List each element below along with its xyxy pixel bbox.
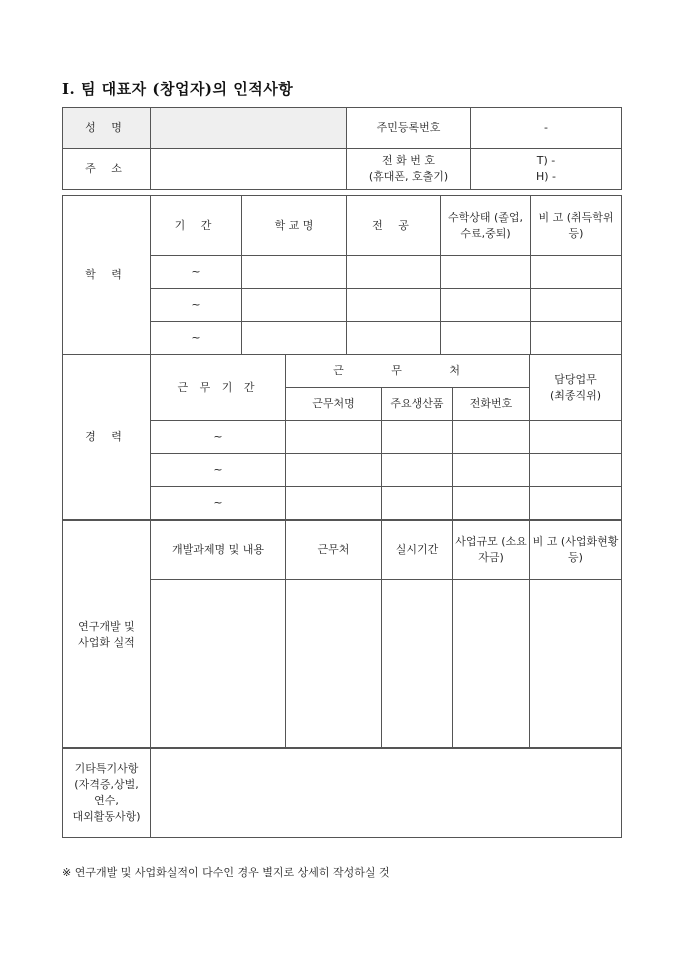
etc-label-line-4: 대외활동사항): [72, 809, 141, 823]
rnd-label-line-1: 연구개발 및: [78, 619, 135, 633]
phone-t: T) -: [536, 154, 556, 167]
edu-header-status: 수학상태 (졸업,수료,중퇴): [441, 196, 531, 256]
etc-field[interactable]: [151, 748, 622, 838]
edu-cell[interactable]: [441, 256, 531, 289]
career-cell[interactable]: [453, 487, 530, 520]
career-cell[interactable]: [453, 421, 530, 454]
etc-label: [63, 748, 151, 838]
career-label: 경 력: [63, 355, 151, 520]
career-cell[interactable]: [382, 487, 453, 520]
phone-label-line-1: 전 화 번 호: [382, 154, 435, 167]
edu-cell[interactable]: [347, 289, 441, 322]
edu-cell[interactable]: [441, 322, 531, 355]
rnd-label: [63, 521, 151, 749]
edu-cell[interactable]: [242, 256, 347, 289]
address-field[interactable]: [151, 149, 347, 190]
edu-cell[interactable]: [242, 322, 347, 355]
name-label: 성 명: [63, 108, 151, 149]
rnd-header-scale: 사업규모 (소요자금): [453, 521, 530, 580]
etc-table: [62, 747, 622, 838]
career-header-company: 근무처명: [286, 388, 382, 421]
career-period-1[interactable]: ~: [151, 421, 286, 454]
edu-cell[interactable]: [531, 256, 622, 289]
edu-header-school: 학 교 명: [242, 196, 347, 256]
rnd-cell[interactable]: [151, 580, 286, 749]
edu-cell[interactable]: [347, 322, 441, 355]
career-table: [62, 354, 622, 520]
edu-cell[interactable]: [531, 322, 622, 355]
name-field[interactable]: [151, 108, 347, 149]
edu-header-note: 비 고 (취득학위 등): [531, 196, 622, 256]
phone-h: H) -: [535, 170, 557, 183]
career-cell[interactable]: [286, 487, 382, 520]
basic-info-table: [62, 107, 622, 190]
career-cell[interactable]: [530, 421, 622, 454]
rrn-label: 주민등록번호: [347, 108, 471, 149]
phone-label-line-2: (휴대폰, 호출기): [368, 170, 449, 183]
etc-label-line-3: 연수,: [94, 793, 119, 807]
career-header-product: 주요생산품: [382, 388, 453, 421]
footnote: ※ 연구개발 및 사업화실적이 다수인 경우 별지로 상세히 작성하실 것: [62, 866, 390, 879]
education-label: 학 력: [63, 196, 151, 355]
rnd-cell[interactable]: [286, 580, 382, 749]
address-label: 주 소: [63, 149, 151, 190]
career-cell[interactable]: [286, 454, 382, 487]
etc-label-line-1: 기타특기사항: [74, 761, 139, 775]
edu-period-3[interactable]: ~: [151, 322, 242, 355]
edu-header-major: 전 공: [347, 196, 441, 256]
edu-period-1[interactable]: ~: [151, 256, 242, 289]
education-table: [62, 195, 622, 355]
edu-cell[interactable]: [242, 289, 347, 322]
rnd-label-line-2: 사업화 실적: [78, 635, 135, 649]
edu-header-period: 기 간: [151, 196, 242, 256]
career-header-phone: 전화번호: [453, 388, 530, 421]
career-header-period: 근 무 기 간: [151, 355, 286, 421]
rnd-header-project: 개발과제명 및 내용: [151, 521, 286, 580]
rnd-header-note: 비 고 (사업화현황 등): [530, 521, 622, 580]
rnd-cell[interactable]: [382, 580, 453, 749]
edu-period-2[interactable]: ~: [151, 289, 242, 322]
rnd-table: [62, 520, 622, 749]
edu-cell[interactable]: [441, 289, 531, 322]
section-title: I. 팀 대표자 (창업자)의 인적사항: [62, 80, 294, 98]
edu-cell[interactable]: [347, 256, 441, 289]
career-period-3[interactable]: ~: [151, 487, 286, 520]
career-header-duty: [530, 355, 622, 421]
career-period-2[interactable]: ~: [151, 454, 286, 487]
edu-cell[interactable]: [531, 289, 622, 322]
duty-header-line-1: 담당업무: [554, 372, 597, 386]
career-cell[interactable]: [382, 454, 453, 487]
phone-label: [347, 149, 471, 190]
career-cell[interactable]: [530, 487, 622, 520]
rnd-cell[interactable]: [530, 580, 622, 749]
rrn-field[interactable]: -: [471, 108, 622, 149]
career-cell[interactable]: [530, 454, 622, 487]
rnd-cell[interactable]: [453, 580, 530, 749]
phone-field[interactable]: [471, 149, 622, 190]
career-cell[interactable]: [382, 421, 453, 454]
career-cell[interactable]: [453, 454, 530, 487]
rnd-header-period: 실시기간: [382, 521, 453, 580]
duty-header-line-2: (최종직위): [549, 388, 602, 402]
rnd-header-workplace: 근무처: [286, 521, 382, 580]
etc-label-line-2: (자격증,상벌,: [74, 777, 139, 791]
career-header-workplace: 근 무 처: [286, 355, 530, 388]
career-cell[interactable]: [286, 421, 382, 454]
